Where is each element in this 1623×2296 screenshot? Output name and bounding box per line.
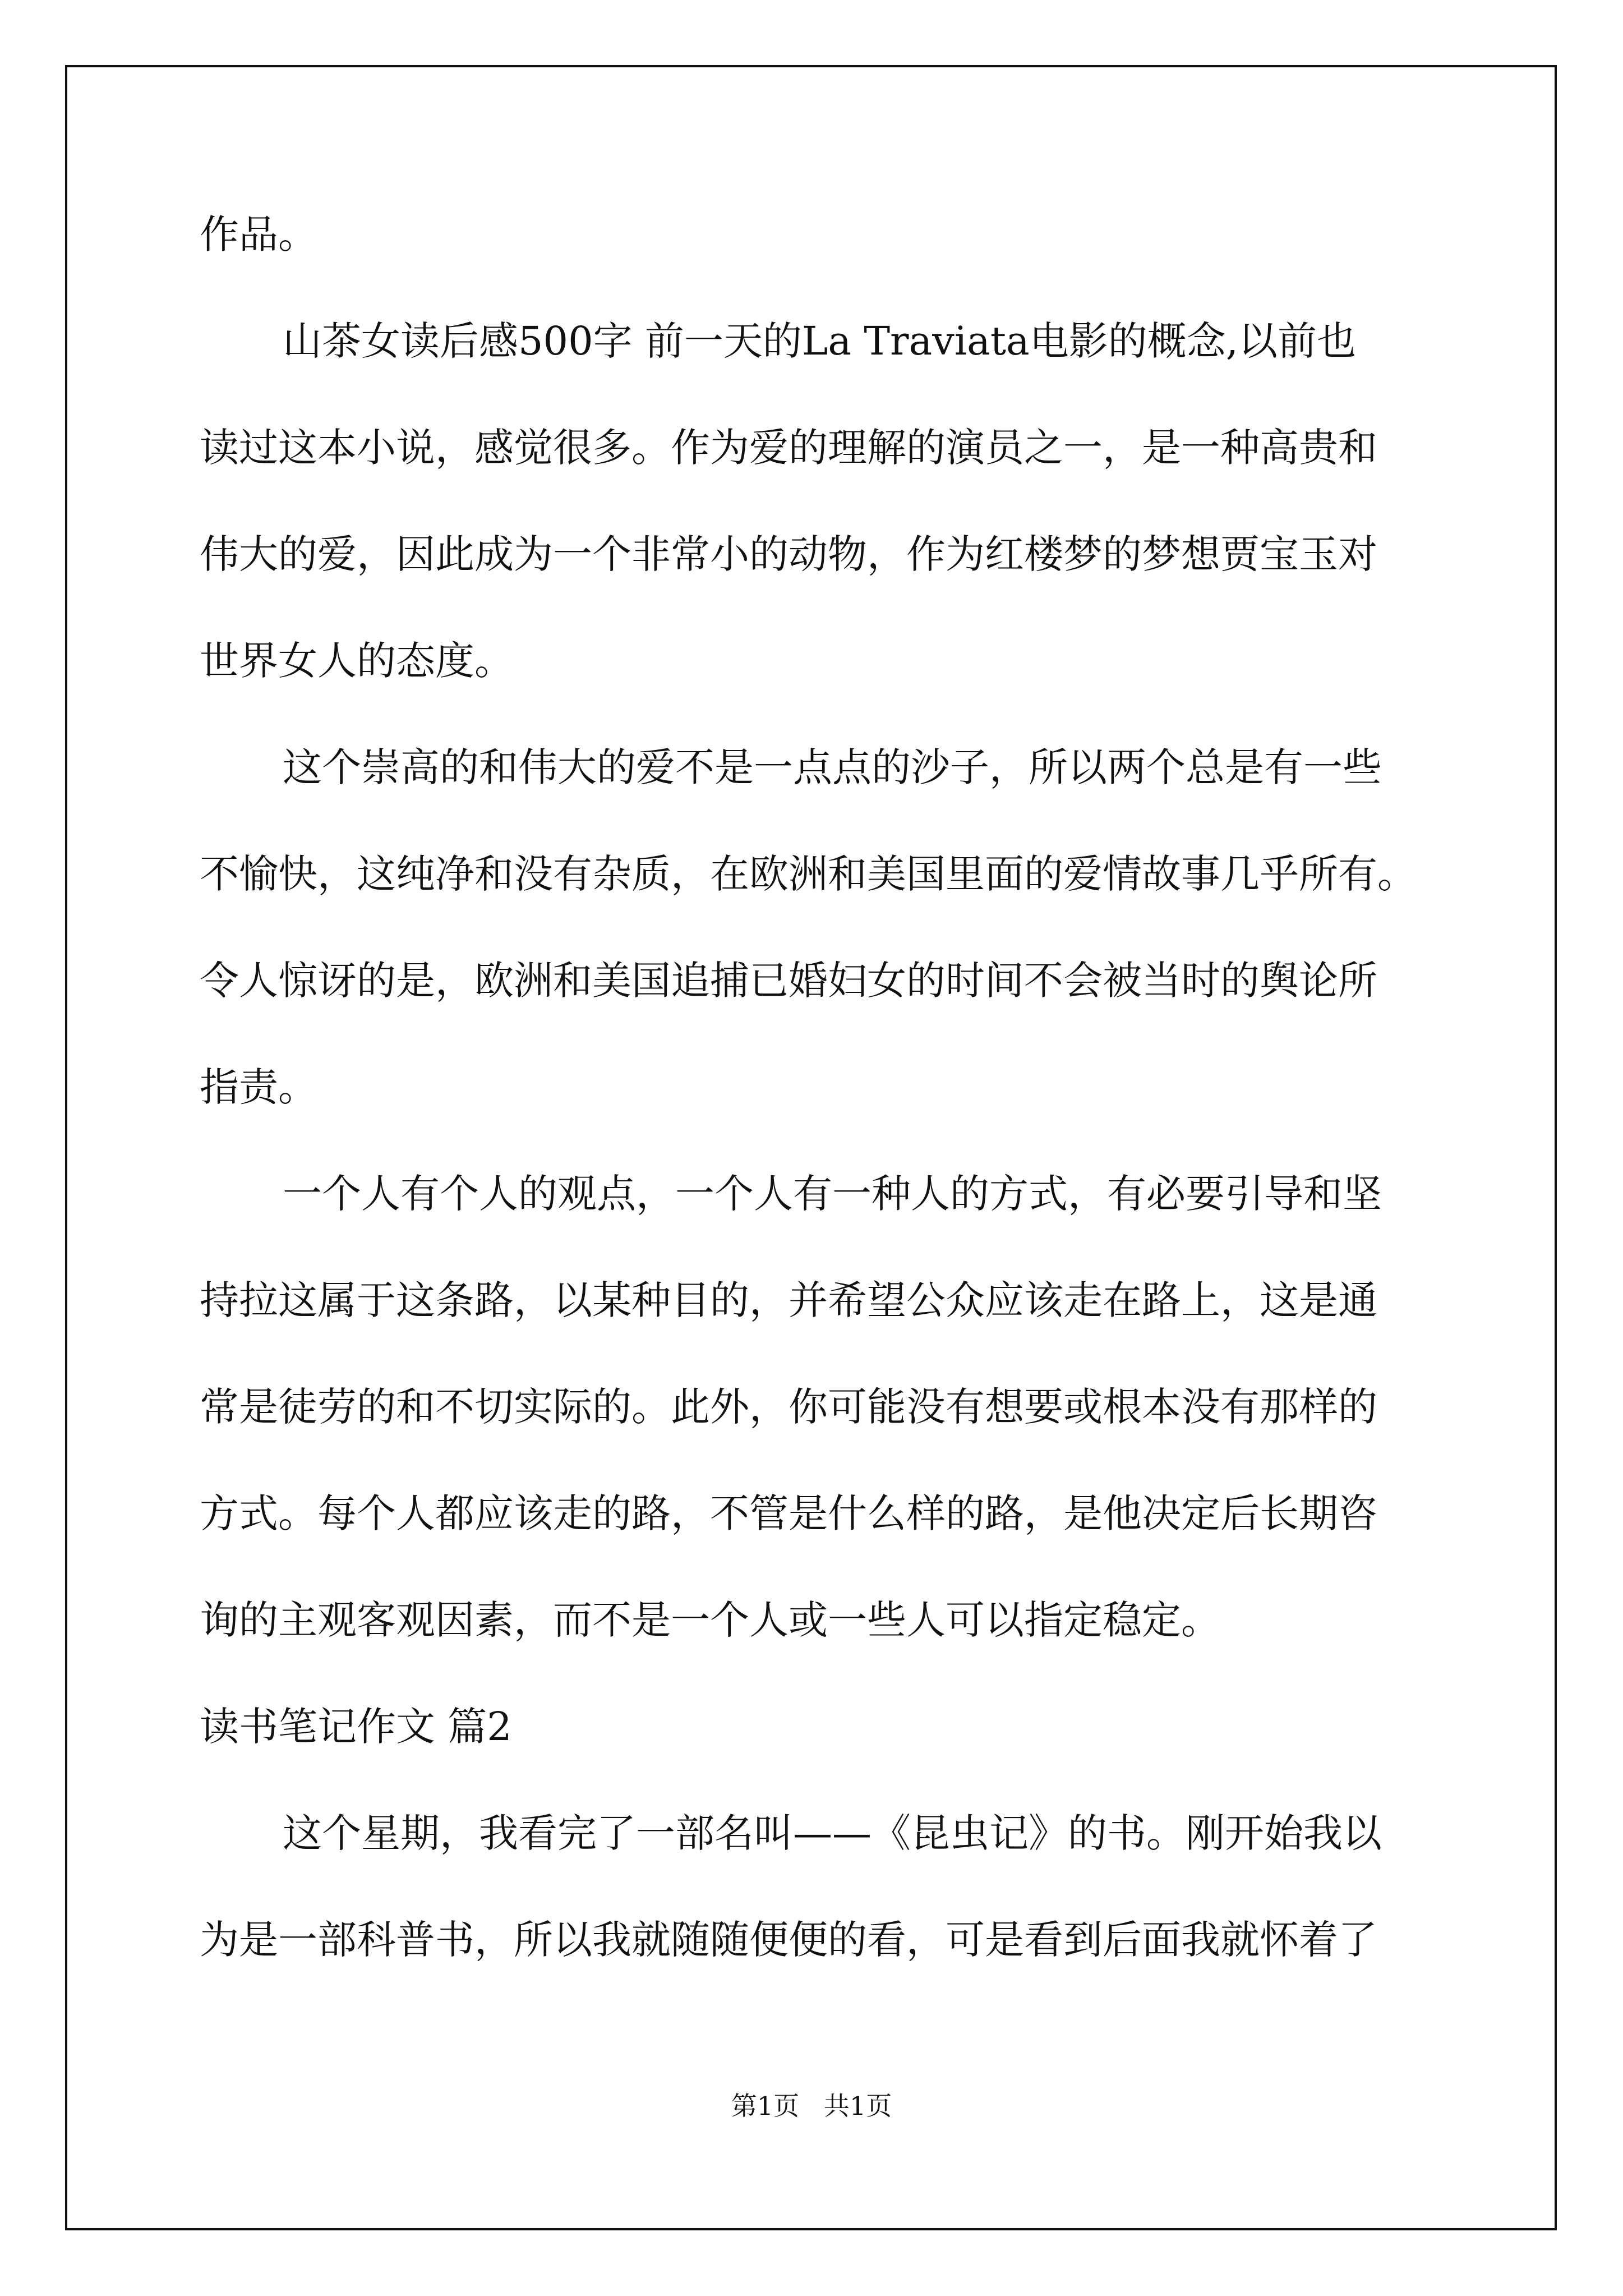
text-line: 一个人有个人的观点，一个人有一种人的方式，有必要引导和坚 bbox=[283, 1171, 1382, 1217]
text-line: 方式。每个人都应该走的路，不管是什么样的路，是他决定后长期咨 bbox=[200, 1490, 1377, 1536]
section-heading: 读书笔记作文 篇2 bbox=[200, 1704, 512, 1750]
text-line: 作品。 bbox=[200, 211, 317, 257]
page-footer: 第1页 共1页 bbox=[731, 2091, 892, 2121]
text-line: 山茶女读后感500字 前一天的La Traviata电影的概念,以前也 bbox=[283, 318, 1356, 364]
text-line: 伟大的爱，因此成为一个非常小的动物，作为红楼梦的梦想贾宝玉对 bbox=[200, 531, 1377, 577]
text-line: 这个星期，我看完了一部名叫——《昆虫记》的书。刚开始我以 bbox=[283, 1810, 1382, 1856]
text-line: 世界女人的态度。 bbox=[200, 638, 514, 684]
text-line: 指责。 bbox=[200, 1064, 317, 1110]
text-line: 常是徒劳的和不切实际的。此外，你可能没有想要或根本没有那样的 bbox=[200, 1384, 1377, 1430]
text-line: 读过这本小说，感觉很多。作为爱的理解的演员之一，是一种高贵和 bbox=[200, 425, 1377, 471]
text-line: 不愉快，这纯净和没有杂质，在欧洲和美国里面的爱情故事几乎所有。 bbox=[200, 851, 1417, 897]
text-line: 询的主观客观因素，而不是一个人或一些人可以指定稳定。 bbox=[200, 1597, 1220, 1643]
text-line: 这个崇高的和伟大的爱不是一点点的沙子，所以两个总是有一些 bbox=[283, 744, 1382, 790]
text-line: 为是一部科普书，所以我就随随便便的看，可是看到后面我就怀着了 bbox=[200, 1917, 1377, 1963]
page-border bbox=[65, 65, 1557, 2230]
text-line: 令人惊讶的是，欧洲和美国追捕已婚妇女的时间不会被当时的舆论所 bbox=[200, 958, 1377, 1004]
text-line: 持拉这属于这条路，以某种目的，并希望公众应该走在路上，这是通 bbox=[200, 1277, 1377, 1323]
